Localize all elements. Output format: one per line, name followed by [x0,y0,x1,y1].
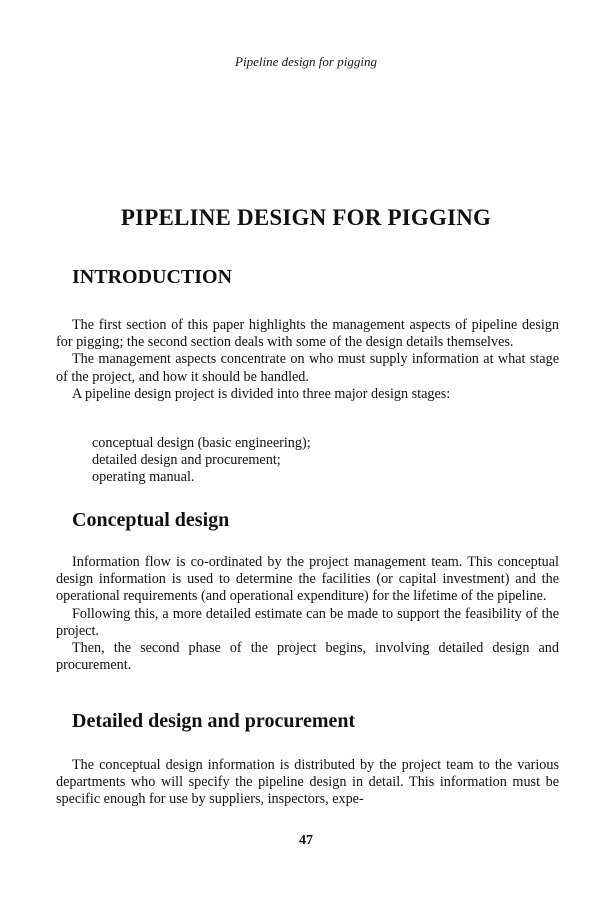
running-head: Pipeline design for pigging [235,54,377,69]
paragraph: The first section of this paper highlights the management aspects of pipeline design for pigging; the second section deals with some of the design details themselves. [56,317,559,351]
paragraph: Then, the second phase of the project begins, involving detailed design and procurement. [56,640,559,674]
paragraph: Information flow is co-ordinated by the project management team. This conceptual design information is used to determine the facilities (or capital investment) and the operational requirements (and operational expenditure) for the lifetime of the pipeline. [56,554,559,605]
list-item: conceptual design (basic engineering); [92,435,311,451]
paragraph: Following this, a more detailed estimate can be made to support the feasibility of the project. [56,605,559,639]
detailed-design-body [56,757,559,809]
introduction-body [56,317,559,403]
section-heading-detailed-design: Detailed design and procurement [72,710,356,732]
paragraph: The conceptual design information is distributed by the project team to the various departments who will specify the pipeline design in detail. This information must be specific enough for use by suppliers, inspectors, expe- [56,757,559,808]
section-heading-conceptual-design: Conceptual design [72,509,230,531]
list-item: operating manual. [92,469,195,486]
page-title: PIPELINE DESIGN FOR PIGGING [120,205,492,230]
paragraph: The management aspects concentrate on who must supply information at what stage of the project, and how it should be handled. [56,351,559,385]
section-heading-introduction: INTRODUCTION [72,266,233,288]
page-number: 47 [299,833,313,848]
design-stages-list [92,435,311,487]
conceptual-design-body [56,554,559,674]
paragraph: A pipeline design project is divided into three major design stages: [72,385,451,402]
list-item: detailed design and procurement; [92,452,281,469]
